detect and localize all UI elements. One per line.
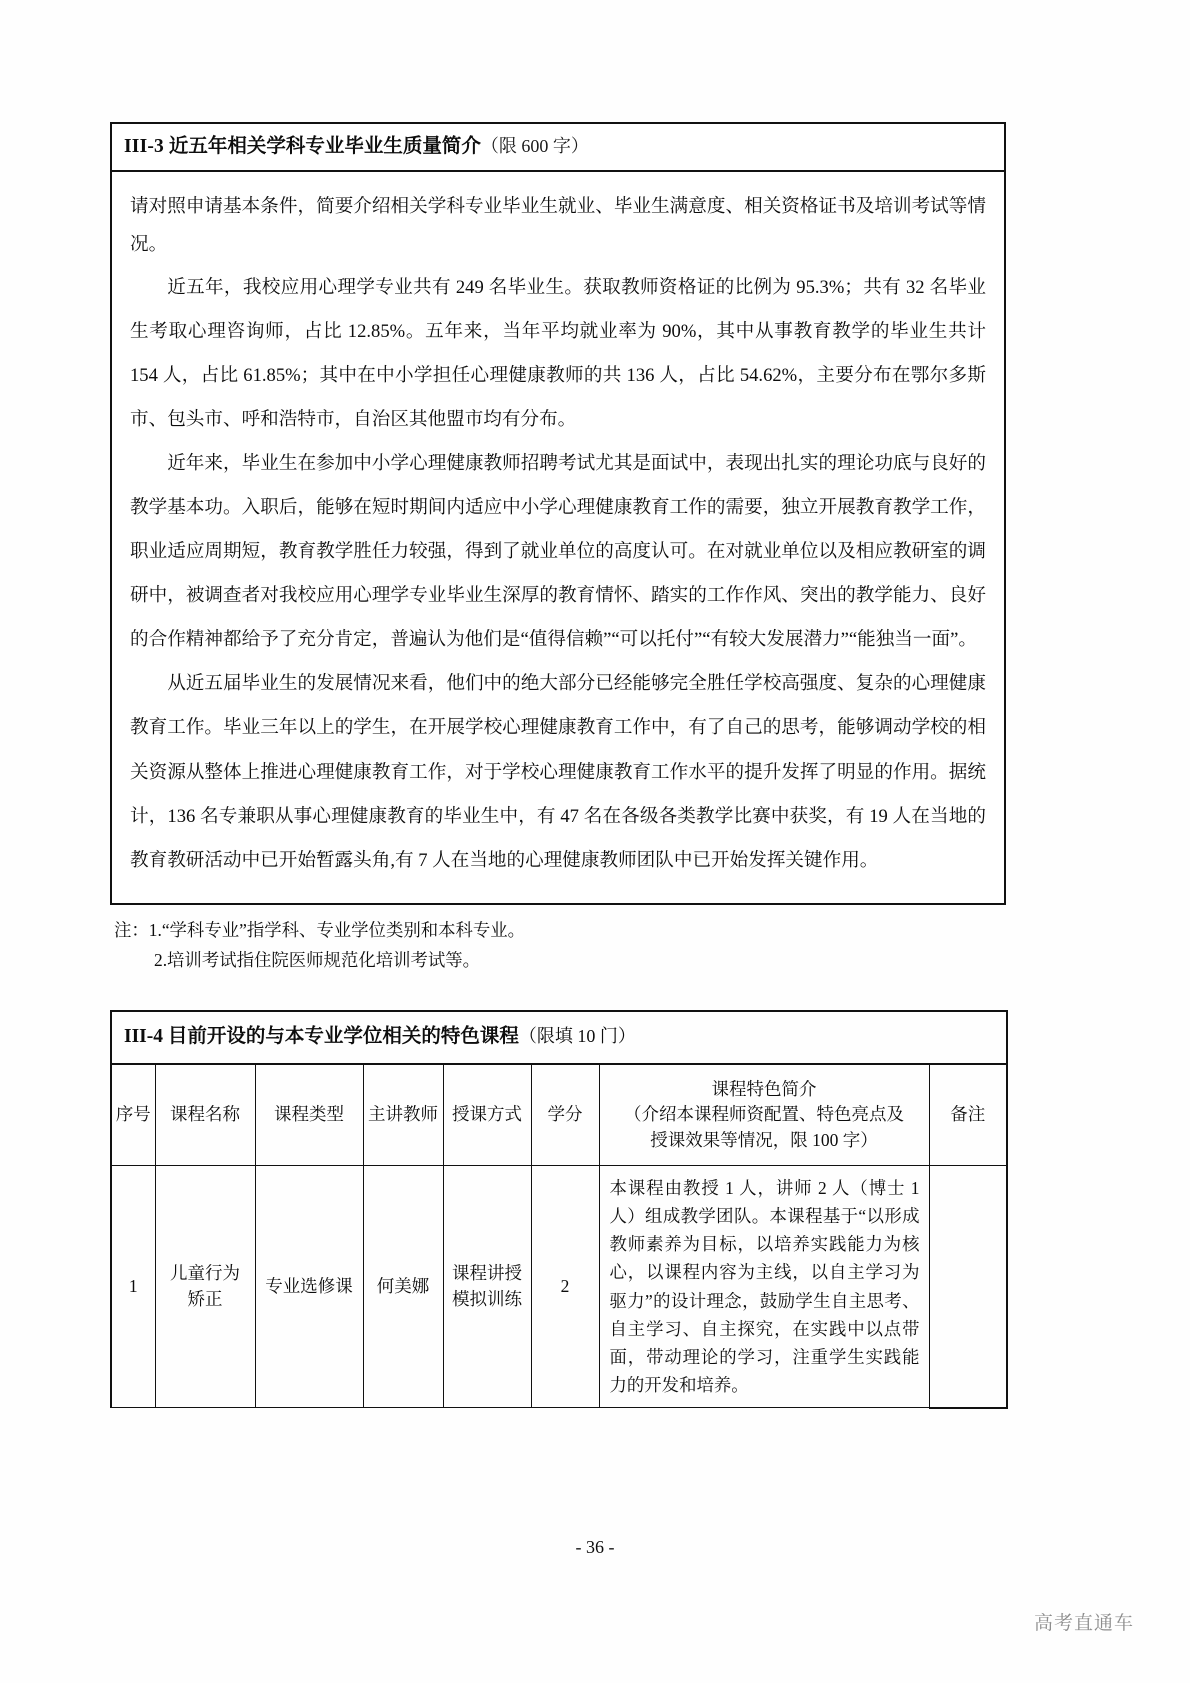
cell-feature-description: 本课程由教授 1 人，讲师 2 人（博士 1 人）组成教学团队。本课程基于“以形成教师素养为目标，以培养实践能力为核心，以课程内容为主线，以自主学习为驱力”的设计理念，鼓励学生自主思考、自主学习、自主探究，在实践中以点带面，带动理论的学习，注重学生实践能力的开发和培养。 bbox=[599, 1165, 929, 1408]
column-header-mode: 授课方式 bbox=[443, 1064, 531, 1166]
column-header-seq bbox=[111, 1064, 155, 1166]
column-header-course-name: 课程名称 bbox=[155, 1064, 255, 1166]
section-iii-4-heading: 目前开设的与本专业学位相关的特色课程 bbox=[167, 1025, 519, 1047]
cell-course-name-line-2: 矫正 bbox=[187, 1288, 223, 1309]
cell-credits: 2 bbox=[531, 1165, 599, 1408]
section-iii-3-limit: （限 600 字） bbox=[480, 136, 589, 156]
note-line-2: 2.培训考试指住院医师规范化培训考试等。 bbox=[154, 949, 481, 970]
watermark: 高考直通车 bbox=[1033, 1613, 1134, 1634]
cell-teacher: 何美娜 bbox=[363, 1165, 443, 1408]
cell-mode bbox=[443, 1165, 531, 1408]
section-iii-3-lead: 请对照申请基本条件，简要介绍相关学科专业毕业生就业、毕业生满意度、相关资格证书及培训考试等情况。 bbox=[130, 196, 986, 256]
page-content bbox=[110, 122, 1006, 1409]
section-iii-4 bbox=[110, 1010, 1006, 1409]
section-iii-4-code: III-4 bbox=[124, 1025, 164, 1047]
section-iii-3-heading: 近五年相关学科专业毕业生质量简介 bbox=[168, 136, 481, 157]
column-header-credits: 学分 bbox=[531, 1064, 599, 1166]
cell-remark bbox=[929, 1165, 1007, 1408]
section-iii-3-title bbox=[112, 124, 1004, 172]
table-row bbox=[111, 1165, 1007, 1408]
column-header-feature-line-1: 课程特色简介 bbox=[711, 1078, 817, 1099]
section-iii-4-limit: （限填 10 门） bbox=[518, 1025, 636, 1046]
course-table-title-row bbox=[111, 1011, 1007, 1064]
cell-mode-line-1: 课程讲授 bbox=[452, 1263, 522, 1284]
course-table bbox=[110, 1010, 1008, 1409]
column-header-remark: 备注 bbox=[929, 1064, 1007, 1166]
column-header-teacher: 主讲教师 bbox=[363, 1064, 443, 1166]
column-header-feature-line-3: 授课效果等情况，限 100 字） bbox=[650, 1129, 878, 1150]
column-header-feature-line-2: （介绍本课程师资配置、特色亮点及 bbox=[624, 1104, 904, 1125]
section-iii-3-paragraph-3: 从近五届毕业生的发展情况来看，他们中的绝大部分已经能够完全胜任学校高强度、复杂的心理健康教育工作。毕业三年以上的学生，在开展学校心理健康教育工作中，有了自己的思考，能够调动学校的相关资源从整体上推进心理健康教育工作，对于学校心理健康教育工作水平的提升发挥了明显的作用。据统计，136 名专兼职从事心理健康教育的毕业生中，有 47 名在各级各类教学比赛中获奖，有 19 人在当地的教育教研活动中已开始暂露头角,有 7 人在当地的心理健康教师团队中已开始发挥关键作用。 bbox=[130, 673, 986, 871]
page-number: - 36 - bbox=[575, 1537, 615, 1557]
cell-course-type: 专业选修课 bbox=[255, 1165, 363, 1408]
column-header-feature bbox=[599, 1064, 929, 1166]
cell-course-name bbox=[155, 1165, 255, 1408]
section-iii-3-body bbox=[112, 172, 1004, 902]
course-table-header-row bbox=[111, 1064, 1007, 1166]
cell-course-name-line-1: 儿童行为 bbox=[170, 1263, 240, 1284]
column-header-course-type: 课程类型 bbox=[255, 1064, 363, 1166]
section-iii-3 bbox=[110, 122, 1006, 905]
section-iii-3-code: III-3 bbox=[124, 136, 165, 157]
section-iii-3-paragraph-1: 近五年，我校应用心理学专业共有 249 名毕业生。获取教师资格证的比例为 95.3%；共有 32 名毕业生考取心理咨询师，占比 12.85%。五年来，当年平均就业率为 90%，其中从事教育教学的毕业生共计 154 人，占比 61.85%；其中在中小学担任心理健康教师的共 136 人，占比 54.62%，主要分布在鄂尔多斯市、包头市、呼和浩特市，自治区其他盟市均有分布。 bbox=[130, 276, 986, 430]
note-line-1: 注：1.“学科专业”指学科、专业学位类别和本科专业。 bbox=[114, 919, 526, 940]
cell-mode-line-2: 模拟训练 bbox=[452, 1288, 522, 1309]
section-iii-3-paragraph-2: 近年来，毕业生在参加中小学心理健康教师招聘考试尤其是面试中，表现出扎实的理论功底与良好的教学基本功。入职后，能够在短时期间内适应中小学心理健康教育工作的需要，独立开展教育教学工作，职业适应周期短，教育教学胜任力较强，得到了就业单位的高度认可。在对就业单位以及相应教研室的调研中，被调查者对我校应用心理学专业毕业生深厚的教育情怀、踏实的工作作风、突出的教学能力、良好的合作精神都给予了充分肯定，普遍认为他们是“值得信赖”“可以托付”“有较大发展潜力”“能独当一面”。 bbox=[130, 453, 986, 651]
section-iii-4-title bbox=[111, 1011, 1007, 1064]
column-header-seq-label: 序号 bbox=[115, 1104, 151, 1125]
section-iii-3-notes bbox=[110, 916, 1006, 976]
cell-seq: 1 bbox=[111, 1165, 155, 1408]
